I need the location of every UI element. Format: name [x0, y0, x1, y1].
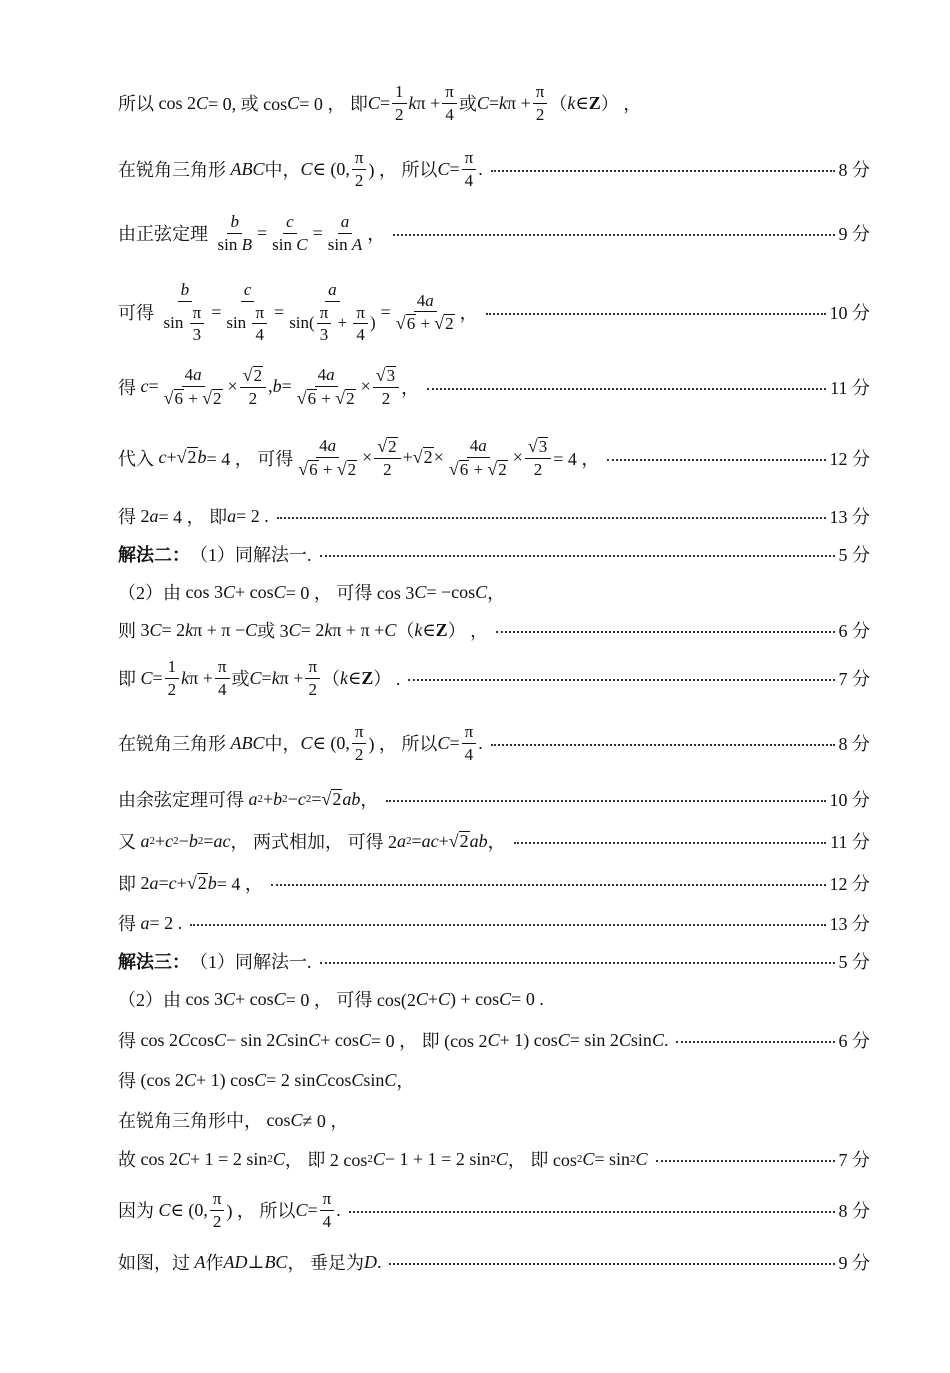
solution-line: 可得 b sin $\frac{\pi}{3}$ = c sin $\frac{\pi}{4}$ = a sin( $\frac{\pi}{3}$ + $\frac{\pi}{4}$ ) = 4a √ 6 + √ 2 ， 10 分: [118, 280, 870, 345]
score-label: 8 分: [838, 1201, 870, 1222]
leader-dots: [656, 1160, 835, 1162]
score-label: 6 分: [838, 621, 870, 641]
solution-line: 得 (cos 2 C + 1) cos C = 2 sin C cos C sin C ，: [118, 1069, 415, 1091]
leader-dots: [607, 459, 825, 461]
solution-line: 得 cos 2 C cos C − sin 2 C sin C + cos C = 0 ， 即 (cos 2 C + 1) cos C = sin 2 C sin C . 6 分: [118, 1027, 870, 1053]
solution-line: 在锐角三角形 ABC 中， C ∈ (0, $\frac{\pi}{2}$ ) ， 所以 C = $\frac{\pi}{4}$ . 8 分: [118, 722, 870, 764]
solution-line: 解法三： （1）同解法一. 5 分: [118, 948, 870, 974]
score-label: 7 分: [838, 669, 870, 690]
score-label: 12 分: [829, 874, 870, 894]
leader-dots: [320, 962, 835, 964]
solution-line: 得 c = 4a √ 6 + √ 2 × √ 2 2 , b = 4a √ 6 + √ 2 × √ 3 2 ， 11 分: [118, 365, 870, 408]
solution-line: 代入 c + √ 2 b = 4 ， 可得 4a √ 6 + √ 2 × √ 2 2 + √ 2 × 4a √ 6 + √ 2 × √ 3 2 = 4 ， 12 分: [118, 436, 870, 479]
leader-dots: [190, 924, 825, 926]
leader-dots: [386, 800, 825, 802]
solution-line: 得 a = 2 . 13 分: [118, 910, 870, 936]
solution-line: 所以 cos 2 C = 0, 或 cos C = 0 ， 即 C = $\frac{1}{2}$ k π + $\frac{\pi}{4}$ 或 C = k π + $\frac{\pi}{2}$ （ k ∈ Z ） ，: [118, 82, 642, 124]
leader-dots: [389, 1263, 834, 1265]
score-label: 11 分: [830, 377, 870, 398]
score-label: 6 分: [838, 1031, 870, 1051]
leader-dots: [408, 679, 834, 681]
score-label: 8 分: [838, 734, 870, 755]
solution-line: 得 2 a = 4 ， 即 a = 2 . 13 分: [118, 503, 870, 529]
leader-dots: [486, 313, 826, 315]
leader-dots: [427, 388, 826, 390]
score-label: 10 分: [829, 790, 870, 810]
method-heading: 解法三：: [118, 952, 190, 972]
solution-line: 又 a 2 + c 2 − b 2 = ac ， 两式相加， 可得 2 a 2 = ac + √ 2 ab ， 11 分: [118, 828, 870, 854]
score-label: 10 分: [829, 303, 870, 324]
solution-line: 由正弦定理 $\frac{b}{\text{sin B}}$ = $\frac{c}{\text{sin C}}$ = $\frac{a}{\text{sin A}}$ ， 9 分: [118, 212, 870, 254]
score-label: 13 分: [829, 914, 870, 934]
leader-dots: [514, 842, 826, 844]
solution-line: 故 cos 2 C + 1 = 2 sin 2 C ， 即 2 cos 2 C − 1 + 1 = 2 sin 2 C ， 即 cos 2 C = sin 2 C 7 分: [118, 1146, 870, 1172]
solution-line: 在锐角三角形 ABC 中， C ∈ (0, $\frac{\pi}{2}$ ) ， 所以 C = $\frac{\pi}{4}$ . 8 分: [118, 148, 870, 190]
solution-line: 即 2 a = c + √ 2 b = 4 ， 12 分: [118, 870, 870, 896]
score-label: 11 分: [830, 832, 870, 852]
solution-line: 如图，过 A 作 AD ⊥ BC ， 垂足为 D . 9 分: [118, 1249, 870, 1275]
solution-line: 在锐角三角形中， cos C ≠ 0 ，: [118, 1109, 349, 1131]
solution-line: 由余弦定理可得 a 2 + b 2 − c 2 = √ 2 ab ， 10 分: [118, 786, 870, 812]
leader-dots: [277, 517, 826, 519]
solution-line: 即 C = $\frac{1}{2}$ k π + $\frac{\pi}{4}$ 或 C = k π + $\frac{\pi}{2}$ （ k ∈ Z ） . 7 分: [118, 657, 870, 699]
leader-dots: [676, 1041, 834, 1043]
solution-line: （2）由 cos 3 C + cos C = 0 ， 可得 cos 3 C = −cos C ，: [118, 581, 506, 603]
score-label: 5 分: [838, 545, 870, 565]
score-label: 12 分: [829, 448, 870, 469]
score-label: 13 分: [829, 507, 870, 527]
score-label: 8 分: [838, 160, 870, 181]
score-label: 9 分: [838, 224, 870, 245]
leader-dots: [496, 631, 834, 633]
score-label: 5 分: [838, 952, 870, 972]
leader-dots: [320, 555, 835, 557]
solution-line: （2）由 cos 3 C + cos C = 0 ， 可得 cos(2 C + C ) + cos C = 0 .: [118, 988, 544, 1010]
method-heading: 解法二：: [118, 545, 190, 565]
leader-dots: [491, 744, 835, 746]
solution-line: 解法二： （1）同解法一. 5 分: [118, 541, 870, 567]
score-label: 7 分: [838, 1150, 870, 1170]
leader-dots: [349, 1211, 835, 1213]
solution-line: 因为 C ∈ (0, $\frac{\pi}{2}$ ) ， 所以 C = $\frac{\pi}{4}$ . 8 分: [118, 1189, 870, 1231]
leader-dots: [491, 170, 835, 172]
score-label: 9 分: [838, 1253, 870, 1273]
leader-dots: [393, 234, 834, 236]
solution-line: 则 3 C = 2 k π + π − C 或 3 C = 2 k π + π + C （ k ∈ Z ） ， 6 分: [118, 617, 870, 643]
leader-dots: [271, 884, 826, 886]
